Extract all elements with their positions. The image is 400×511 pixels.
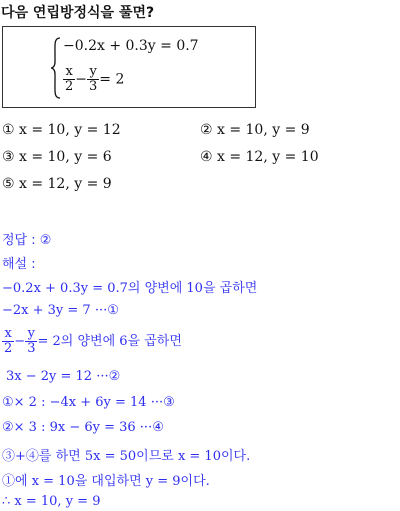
solution-line-4: 3x − 2y = 12 ···② [6,369,121,384]
system-equation-1: −0.2x + 0.3y = 0.7 [63,38,199,54]
choice-2[interactable]: ② x = 10, y = 9 [200,122,310,138]
fraction-numerator: x [2,327,14,342]
choice-5[interactable]: ⑤ x = 12, y = 9 [2,176,112,192]
solution-line-8: ①에 x = 10을 대입하면 y = 9이다. [2,474,210,489]
solution-line-5: ①× 2 : −4x + 6y = 14 ···③ [2,395,175,410]
solution-line-6: ②× 3 : 9x − 6y = 36 ···④ [2,420,164,435]
fraction-x-over-2 [2,327,14,356]
equation-rhs: = 2 [99,71,125,88]
choice-1[interactable]: ① x = 10, y = 12 [2,122,121,138]
choice-3[interactable]: ③ x = 10, y = 6 [2,149,112,165]
explanation-heading: 해설 : [2,257,36,272]
equation-system-box [2,26,256,108]
solution-line-3-text: = 2의 양변에 6을 곱하면 [37,334,182,349]
solution-line-9: ∴ x = 10, y = 9 [2,494,101,509]
solution-line-7: ③+④를 하면 5x = 50이므로 x = 10이다. [2,449,251,464]
solution-line-1: −0.2x + 0.3y = 0.7의 양변에 10을 곱하면 [2,281,258,296]
fraction-denominator: 2 [4,341,13,356]
minus-sign: − [75,71,88,88]
fraction-numerator: x [63,65,75,80]
fraction-denominator: 3 [89,79,98,94]
solution-line-3 [2,327,182,356]
solution-line-2: −2x + 3y = 7 ···① [2,303,119,318]
fraction-denominator: 3 [27,341,36,356]
fraction-denominator: 2 [65,79,74,94]
system-equation-2 [63,65,124,94]
fraction-numerator: y [25,327,37,342]
fraction-y-over-3 [25,327,37,356]
answer-label: 정답 : ② [2,233,52,248]
fraction-x-over-2 [63,65,75,94]
minus-sign: − [14,334,26,349]
left-brace-icon [50,37,62,99]
fraction-y-over-3 [87,65,99,94]
fraction-numerator: y [87,65,99,80]
choice-4[interactable]: ④ x = 12, y = 10 [200,149,319,165]
question-title: 다음 연립방정식을 풀면? [1,5,155,21]
